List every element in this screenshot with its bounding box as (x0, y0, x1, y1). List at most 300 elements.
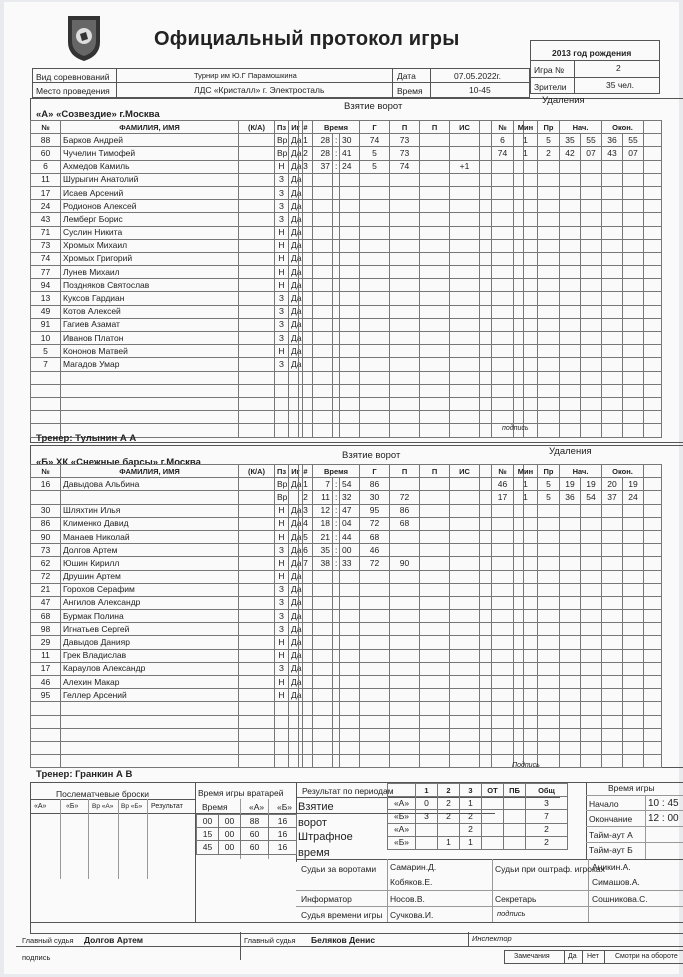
period-results-table (387, 783, 568, 850)
penalty-end-min: 37 (602, 491, 623, 504)
penalty-reason (538, 266, 560, 279)
secretary-label: Секретарь (495, 894, 537, 904)
player-number (31, 411, 61, 424)
penalty-start-sec (581, 424, 602, 437)
player-position: З (275, 332, 289, 345)
player-ka (239, 332, 275, 345)
goal-number (299, 623, 313, 636)
goal-assist-2 (420, 266, 450, 279)
goal-seconds (340, 371, 360, 384)
goal-minutes (313, 741, 333, 754)
overleaf-label: Смотри на обороте (615, 953, 678, 960)
player-name (61, 371, 239, 384)
goal-assist-1 (390, 358, 420, 371)
goal-time-separator (333, 755, 340, 768)
player-name: Исаев Арсений (61, 186, 239, 199)
goal-situation (450, 649, 480, 662)
player-ka (239, 305, 275, 318)
penalty-start-min (560, 728, 581, 741)
penalty-extra (644, 530, 662, 543)
shootouts-col-gk-b: Вр «Б» (121, 803, 143, 810)
goal-row (299, 702, 524, 715)
goal-time-separator (333, 411, 340, 424)
goal-seconds: 41 (340, 147, 360, 160)
penalty-reason (538, 741, 560, 754)
player-position: З (275, 662, 289, 675)
penalty-minutes (514, 636, 538, 649)
goal-row (299, 279, 524, 292)
penalty-end-min (602, 557, 623, 570)
player-name: Шурыгин Анатолий (61, 173, 239, 186)
player-number: 11 (31, 173, 61, 186)
team_a-roster-table (30, 120, 303, 438)
footer-sign-caption: подпись (22, 953, 51, 962)
goal-number (299, 411, 313, 424)
player-ka (239, 239, 275, 252)
penalty-end-min (602, 623, 623, 636)
player-row (31, 318, 303, 331)
goal-seconds: 30 (340, 134, 360, 147)
goal-scorer (360, 279, 390, 292)
goal-row (299, 371, 524, 384)
player-ka (239, 610, 275, 623)
gk-col-time: Время (202, 802, 228, 812)
player-number (31, 702, 61, 715)
penalty-start-min (560, 424, 581, 437)
period-value (504, 823, 526, 836)
player-ka (239, 200, 275, 213)
goal-assist-2 (420, 583, 450, 596)
player-ka (239, 623, 275, 636)
penalty-player (492, 226, 514, 239)
penalty-minutes (514, 345, 538, 358)
goal-situation (450, 345, 480, 358)
penalty-end-sec (623, 517, 644, 530)
goal-assist-2 (420, 504, 450, 517)
penalty-start-min (560, 305, 581, 318)
penalty-extra (644, 596, 662, 609)
goal-situation: +1 (450, 160, 480, 173)
goal-minutes (313, 252, 333, 265)
col-end: Окон. (602, 121, 644, 134)
chief-referee-1-label: Главный судья (22, 936, 74, 945)
player-name (61, 728, 239, 741)
penalty-row (492, 279, 662, 292)
player-name: Родионов Алексей (61, 200, 239, 213)
goal-assist-1 (390, 755, 420, 768)
goal-seconds (340, 266, 360, 279)
penalty-reason (538, 186, 560, 199)
col-p2: П (420, 465, 450, 478)
player-name: Шляхтин Илья (61, 504, 239, 517)
penalty-minutes (514, 702, 538, 715)
player-name: Хромых Михаил (61, 239, 239, 252)
player-row (31, 134, 303, 147)
player-played: Да (289, 318, 303, 331)
player-row (31, 728, 303, 741)
penalty-end-min (602, 397, 623, 410)
player-played: Да (289, 186, 303, 199)
goal-scorer: 30 (360, 491, 390, 504)
penalty-end-sec (623, 371, 644, 384)
goal-row (299, 200, 524, 213)
goal-seconds (340, 610, 360, 623)
player-name (61, 397, 239, 410)
goal-minutes (313, 689, 333, 702)
goal-time-separator: : (333, 491, 340, 504)
goal-seconds (340, 636, 360, 649)
period-value: 0 (416, 797, 438, 810)
penalty-extra (644, 186, 662, 199)
period-value: 2 (460, 810, 482, 823)
penalty-minutes (514, 544, 538, 557)
penalty-start-min (560, 397, 581, 410)
spectators-label: Зрители (534, 82, 567, 92)
penalty-extra (644, 478, 662, 491)
penalty-minutes (514, 332, 538, 345)
penalty-player: 74 (492, 147, 514, 160)
goal-number (299, 305, 313, 318)
player-position: Н (275, 345, 289, 358)
goal-seconds (340, 305, 360, 318)
col-p1: П (390, 121, 420, 134)
player-played: Да (289, 583, 303, 596)
penalty-minutes (514, 305, 538, 318)
player-name: Горохов Серафим (61, 583, 239, 596)
goal-minutes (313, 570, 333, 583)
player-name (61, 741, 239, 754)
goal-number (299, 266, 313, 279)
page-title: Официальный протокол игры (154, 28, 460, 50)
goal-assist-2 (420, 662, 450, 675)
penalty-judge-2: Симашов.А. (592, 877, 640, 887)
penalty-end-min (602, 649, 623, 662)
goal-row (299, 517, 524, 530)
player-position: З (275, 305, 289, 318)
penalty-minutes (514, 623, 538, 636)
penalty-reason (538, 252, 560, 265)
penalty-end-sec (623, 504, 644, 517)
col-ka: (К/А) (239, 121, 275, 134)
col-start: Нач. (560, 121, 602, 134)
col-is: ИС (450, 465, 480, 478)
period-value (416, 836, 438, 849)
goal-seconds: 24 (340, 160, 360, 173)
goal-scorer (360, 318, 390, 331)
player-number (31, 755, 61, 768)
penalty-reason (538, 504, 560, 517)
period-value: 2 (438, 797, 460, 810)
player-row (31, 755, 303, 768)
penalty-end-sec (623, 226, 644, 239)
player-position: З (275, 292, 289, 305)
goal-assist-2 (420, 397, 450, 410)
goal-number (299, 596, 313, 609)
goal-minutes (313, 266, 333, 279)
goal-assist-2 (420, 147, 450, 160)
penalty-end-min (602, 570, 623, 583)
penalty-minutes (514, 583, 538, 596)
goal-time-separator (333, 173, 340, 186)
penalty-row (492, 411, 662, 424)
player-row (31, 384, 303, 397)
goal-minutes (313, 755, 333, 768)
goal-row (299, 305, 524, 318)
player-position: Н (275, 252, 289, 265)
goal-minutes (313, 702, 333, 715)
penalty-start-min (560, 239, 581, 252)
player-position: З (275, 544, 289, 557)
penalty-minutes (514, 411, 538, 424)
goal-time-separator: : (333, 517, 340, 530)
period-value: 1 (460, 836, 482, 849)
player-row (31, 186, 303, 199)
date-value: 07.05.2022г. (454, 71, 501, 81)
period-col-header: ОТ (482, 784, 504, 797)
penalty-end-min (602, 504, 623, 517)
goal-row (299, 147, 524, 160)
goal-assist-1 (390, 239, 420, 252)
penalty-end-sec (623, 623, 644, 636)
goal-assist-1: 72 (390, 491, 420, 504)
goal-seconds (340, 596, 360, 609)
goal-assist-1 (390, 610, 420, 623)
penalty-row (492, 160, 662, 173)
player-played: Да (289, 305, 303, 318)
goal-situation (450, 226, 480, 239)
penalty-reason (538, 345, 560, 358)
player-ka (239, 279, 275, 292)
player-position (275, 755, 289, 768)
goal-time-separator: : (333, 134, 340, 147)
goal-row (299, 186, 524, 199)
goal-situation (450, 397, 480, 410)
date-label: Дата (397, 71, 416, 81)
penalty-extra (644, 517, 662, 530)
penalty-start-min (560, 557, 581, 570)
period-col-header: 2 (438, 784, 460, 797)
goal-number (299, 715, 313, 728)
player-row (31, 504, 303, 517)
goal-minutes (313, 213, 333, 226)
player-number: 24 (31, 200, 61, 213)
col-min: Мин (514, 465, 538, 478)
penalty-player (492, 702, 514, 715)
player-number: 62 (31, 557, 61, 570)
goal-row (299, 530, 524, 543)
gk-seconds: 00 (219, 815, 241, 828)
penalty-row (492, 252, 662, 265)
goal-scorer (360, 292, 390, 305)
goal-time-separator (333, 358, 340, 371)
penalty-extra (644, 676, 662, 689)
penalty-start-sec (581, 676, 602, 689)
goal-scorer: 68 (360, 530, 390, 543)
player-position: Н (275, 676, 289, 689)
penalty-start-min (560, 292, 581, 305)
player-number: 6 (31, 160, 61, 173)
penalty-row (492, 517, 662, 530)
penalty-end-min (602, 173, 623, 186)
penalty-start-sec (581, 305, 602, 318)
goal-assist-1 (390, 636, 420, 649)
player-number (31, 715, 61, 728)
player-ka (239, 715, 275, 728)
goal-assist-1 (390, 623, 420, 636)
protocol-sheet (4, 2, 679, 974)
goal-minutes (313, 596, 333, 609)
period-row (388, 810, 568, 823)
penalty-end-sec (623, 305, 644, 318)
goal-minutes (313, 411, 333, 424)
penalty-minutes (514, 662, 538, 675)
penalty-minutes (514, 715, 538, 728)
goal-assist-2 (420, 741, 450, 754)
player-played: Да (289, 358, 303, 371)
penalty-minutes (514, 252, 538, 265)
penalty-reason: 2 (538, 147, 560, 160)
gk-col-a: «А» (249, 802, 265, 812)
penalty-reason (538, 424, 560, 437)
goal-seconds (340, 411, 360, 424)
goal-scorer (360, 252, 390, 265)
penalty-extra (644, 358, 662, 371)
penalty-end-min: 36 (602, 134, 623, 147)
penalty-end-min (602, 741, 623, 754)
goal-seconds (340, 424, 360, 437)
goal-assist-1: 90 (390, 557, 420, 570)
penalty-start-min (560, 662, 581, 675)
player-row (31, 610, 303, 623)
informer-value: Носов.В. (390, 894, 425, 904)
goal-scorer (360, 186, 390, 199)
player-played: Да (289, 530, 303, 543)
goal-minutes: 28 (313, 134, 333, 147)
penalty-end-sec (623, 252, 644, 265)
goal-scorer (360, 662, 390, 675)
penalty-player (492, 332, 514, 345)
penalty-extra (644, 266, 662, 279)
goal-assist-1 (390, 676, 420, 689)
penalty-extra (644, 491, 662, 504)
player-name (61, 702, 239, 715)
goal-minutes (313, 358, 333, 371)
col-p1: П (390, 465, 420, 478)
player-number: 86 (31, 517, 61, 530)
player-played: Да (289, 213, 303, 226)
goal-assist-2 (420, 318, 450, 331)
penalty-end-min (602, 424, 623, 437)
goal-time-separator (333, 239, 340, 252)
player-name (61, 384, 239, 397)
player-position (275, 728, 289, 741)
penalty-end-sec (623, 318, 644, 331)
goal-number (299, 741, 313, 754)
penalty-minutes (514, 160, 538, 173)
penalty-reason (538, 358, 560, 371)
chief-referee-2-value: Беляков Денис (311, 935, 376, 945)
goal-number: 3 (299, 504, 313, 517)
goal-situation (450, 239, 480, 252)
col-end: Окон. (602, 465, 644, 478)
goal-situation (450, 504, 480, 517)
goal-number (299, 702, 313, 715)
goal-time-separator (333, 252, 340, 265)
penalty-start-min (560, 358, 581, 371)
goal-assist-2 (420, 544, 450, 557)
penalty-row (492, 371, 662, 384)
goal-minutes (313, 200, 333, 213)
goal-row (299, 332, 524, 345)
goal-seconds (340, 292, 360, 305)
penalty-extra (644, 623, 662, 636)
goal-assist-2 (420, 371, 450, 384)
player-row (31, 596, 303, 609)
penalty-reason (538, 384, 560, 397)
player-number (31, 491, 61, 504)
goal-time-separator (333, 702, 340, 715)
penalty-minutes (514, 517, 538, 530)
player-row (31, 702, 303, 715)
penalty-start-sec (581, 649, 602, 662)
col-no: № (31, 465, 61, 478)
chief-referee-1-value: Долгов Артем (84, 935, 144, 945)
penalty-start-min (560, 517, 581, 530)
player-number: 29 (31, 636, 61, 649)
goal-number (299, 252, 313, 265)
player-number: 68 (31, 610, 61, 623)
goal-row (299, 384, 524, 397)
player-ka (239, 318, 275, 331)
player-name: Давыдов Данияр (61, 636, 239, 649)
goal-minutes (313, 345, 333, 358)
goal-assist-2 (420, 160, 450, 173)
penalty-player (492, 636, 514, 649)
penalty-extra (644, 200, 662, 213)
goal-situation (450, 530, 480, 543)
player-name: Юшин Кирилл (61, 557, 239, 570)
player-ka (239, 134, 275, 147)
penalty-extra (644, 649, 662, 662)
player-row (31, 226, 303, 239)
penalty-start-sec (581, 702, 602, 715)
goal-number (299, 384, 313, 397)
goal-situation (450, 557, 480, 570)
goal-scorer (360, 266, 390, 279)
penalty-reason (538, 305, 560, 318)
goal-situation (450, 702, 480, 715)
player-name: Куксов Гардиан (61, 292, 239, 305)
penalty-end-sec: 19 (623, 478, 644, 491)
goal-assist-1 (390, 279, 420, 292)
goal-assist-2 (420, 173, 450, 186)
player-row (31, 715, 303, 728)
goal-assist-2 (420, 200, 450, 213)
shootouts-col-a: «А» (34, 803, 47, 810)
goal-situation (450, 662, 480, 675)
period-col-header: ПБ (504, 784, 526, 797)
penalty-start-sec (581, 517, 602, 530)
penalty-minutes (514, 689, 538, 702)
goal-row (299, 649, 524, 662)
goal-time-separator (333, 424, 340, 437)
penalty-start-min: 19 (560, 478, 581, 491)
goal-assist-1 (390, 173, 420, 186)
player-row (31, 411, 303, 424)
penalty-reason: 5 (538, 478, 560, 491)
player-ka (239, 570, 275, 583)
penalty-end-min (602, 636, 623, 649)
